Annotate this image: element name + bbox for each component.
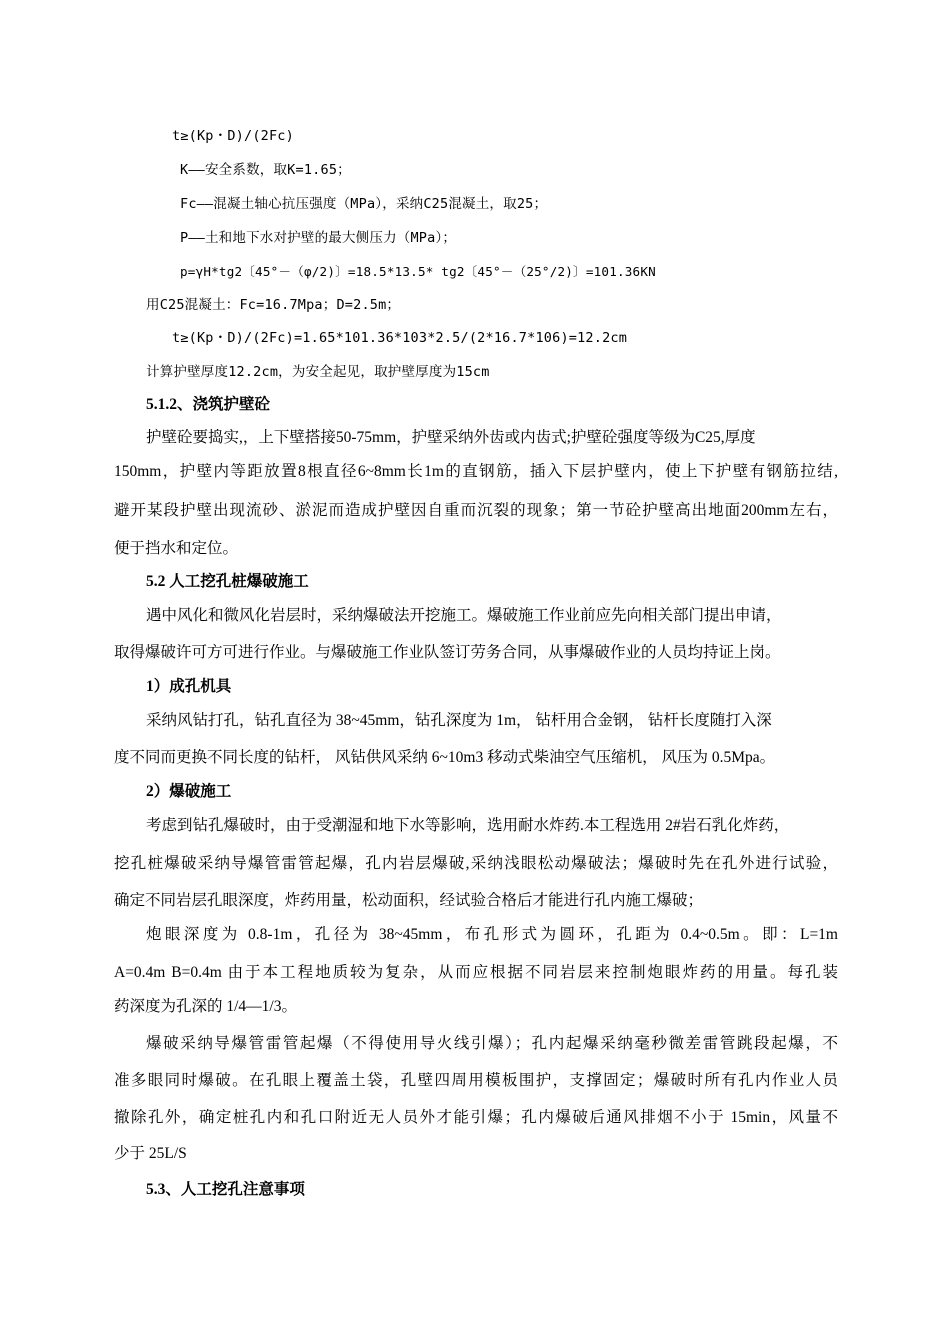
formula-line-3: Fc——混凝土轴心抗压强度（MPa），采纳C25混凝土，取25； xyxy=(180,196,548,212)
formula-line-2: K——安全系数，取K=1.65； xyxy=(180,162,351,178)
paragraph-line: 考虑到钻孔爆破时，由于受潮湿和地下水等影响，选用耐水炸药.本工程选用 2#岩石乳化炸药， xyxy=(146,817,790,834)
paragraph-line: 挖孔桩爆破采纳导爆管雷管起爆，孔内岩层爆破,采纳浅眼松动爆破法；爆破时先在孔外进行试验， xyxy=(114,855,838,872)
formula-line-5: p=γH*tg2〔45°－（φ/2)〕=18.5*13.5* tg2〔45°－（25°/2)〕=101.36KN xyxy=(180,264,656,279)
paragraph-line: 度不同而更换不同长度的钻杆， 风钻供风采纳 6~10m3 移动式柴油空气压缩机， 风压为 0.5Mpa。 xyxy=(114,749,776,766)
subheading-drilling-tools: 1）成孔机具 xyxy=(146,678,232,695)
formula-line-4: P——土和地下水对护壁的最大侧压力（MPa）； xyxy=(180,230,457,246)
paragraph-line: 取得爆破许可方可进行作业。与爆破施工作业队签订劳务合同，从事爆破作业的人员均持证上岗。 xyxy=(114,644,781,661)
section-heading-5-3: 5.3、人工挖孔注意事项 xyxy=(146,1181,305,1198)
paragraph-line: 遇中风化和微风化岩层时，采纳爆破法开挖施工。爆破施工作业前应先向相关部门提出申请， xyxy=(146,607,782,624)
paragraph-line: 炮眼深度为 0.8-1m，孔径为 38~45mm，布孔形式为圆环，孔距为 0.4~0.5m。即：L=1m xyxy=(146,926,838,943)
paragraph-line: 采纳风钻打孔，钻孔直径为 38~45mm，钻孔深度为 1m， 钻杆用合金钢， 钻杆长度随打入深 xyxy=(146,712,772,729)
paragraph-line: 少于 25L/S xyxy=(114,1145,187,1162)
section-heading-5-1-2: 5.1.2、浇筑护壁砼 xyxy=(146,396,271,413)
formula-line-7: t≥(Kp・D)/(2Fc)=1.65*101.36*103*2.5/(2*16.7*106)=12.2cm xyxy=(172,330,628,346)
paragraph-line: 撤除孔外，确定桩孔内和孔口附近无人员外才能引爆；孔内爆破后通风排烟不小于 15min，风量不 xyxy=(114,1109,838,1126)
formula-line-8: 计算护壁厚度12.2cm，为安全起见，取护壁厚度为15cm xyxy=(146,364,490,380)
section-heading-5-2: 5.2 人工挖孔桩爆破施工 xyxy=(146,573,309,590)
paragraph-line: 护壁砼要捣实,，上下壁搭接50-75mm，护壁采纳外齿或内齿式;护壁砼强度等级为C25,厚度 xyxy=(146,429,756,446)
paragraph-line: 确定不同岩层孔眼深度，炸药用量，松动面积，经试验合格后才能进行孔内施工爆破； xyxy=(114,892,704,909)
formula-line-6: 用C25混凝土：Fc=16.7Mpa；D=2.5m； xyxy=(146,297,401,313)
paragraph-line: A=0.4m B=0.4m 由于本工程地质较为复杂，从而应根据不同岩层来控制炮眼炸药的用量。每孔装 xyxy=(114,964,838,981)
paragraph-line: 药深度为孔深的 1/4—1/3。 xyxy=(114,998,297,1015)
paragraph-line: 爆破采纳导爆管雷管起爆（不得使用导火线引爆）；孔内起爆采纳毫秒微差雷管跳段起爆，不 xyxy=(146,1035,838,1052)
subheading-blasting: 2）爆破施工 xyxy=(146,783,232,800)
paragraph-line: 便于挡水和定位。 xyxy=(114,540,239,557)
paragraph-line: 避开某段护壁出现流砂、淤泥而造成护壁因自重而沉裂的现象；第一节砼护壁高出地面200mm左右， xyxy=(114,502,838,519)
formula-line-1: t≥(Kp・D)/(2Fc) xyxy=(172,128,294,144)
paragraph-line: 150mm，护壁内等距放置8根直径6~8mm长1m的直钢筋，插入下层护壁内，使上下护壁有钢筋拉结, xyxy=(114,463,838,480)
paragraph-line: 准多眼同时爆破。在孔眼上覆盖土袋，孔壁四周用模板围护，支撑固定；爆破时所有孔内作业人员 xyxy=(114,1072,838,1089)
